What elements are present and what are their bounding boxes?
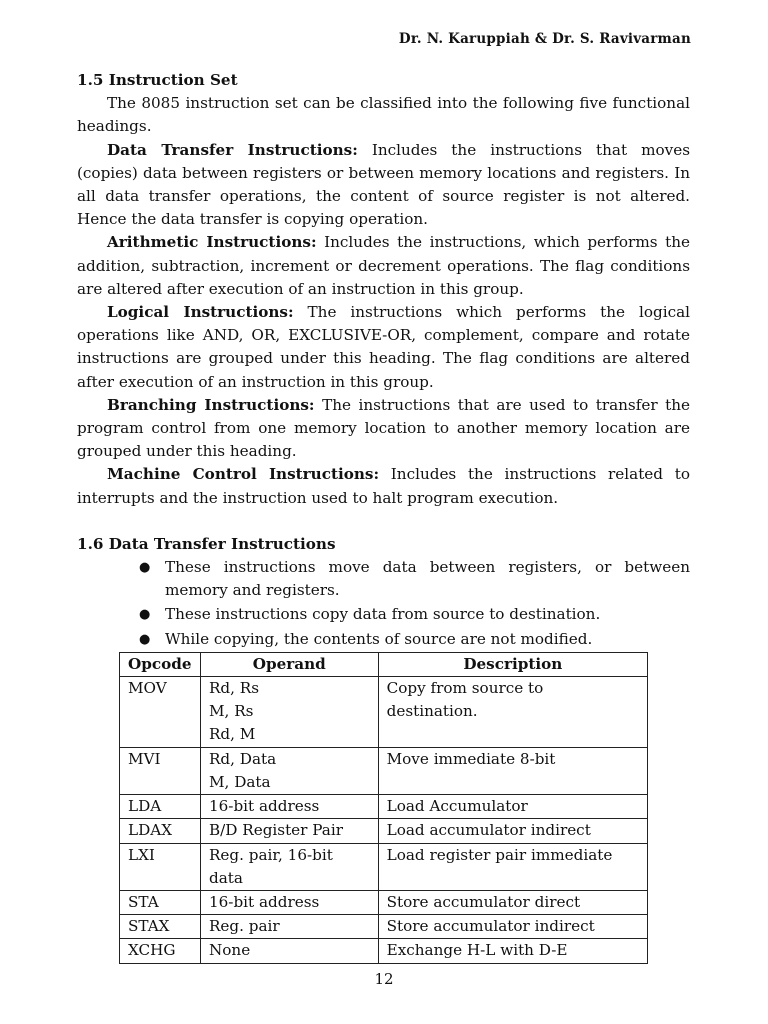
bullet-text: These instructions move data between registers, or between memory and registers.	[165, 558, 690, 600]
cell-operand: B/D Register Pair	[200, 819, 378, 843]
cell-operand	[200, 677, 378, 748]
table-row	[120, 939, 648, 963]
cell-opcode: STA	[120, 890, 201, 914]
term-branching: Branching Instructions:	[107, 395, 315, 414]
cell-operand	[200, 747, 378, 794]
bullet-list	[77, 556, 690, 651]
text-machine-control: Includes the instructions related to interrupts and the instruction used to halt program execution.	[77, 465, 690, 507]
table-row	[120, 747, 648, 794]
operand-line: M, Rs	[208, 702, 254, 721]
cell-description: Load accumulator indirect	[378, 819, 647, 843]
bullet-text: These instructions copy data from source to destination.	[165, 605, 601, 624]
page-header-authors: Dr. N. Karuppiah & Dr. S. Ravivarman	[398, 31, 691, 47]
page-number: 12	[374, 970, 394, 988]
cell-opcode: STAX	[120, 915, 201, 939]
cell-operand: Reg. pair	[200, 915, 378, 939]
paragraph-branching	[77, 394, 690, 464]
bullet-icon: ●	[139, 607, 151, 623]
cell-description: Store accumulator indirect	[378, 915, 647, 939]
cell-opcode: LXI	[120, 843, 201, 890]
intro-paragraph: The 8085 instruction set can be classified into the following five functional headings.	[77, 94, 690, 136]
table-row	[120, 843, 648, 890]
cell-description: Load Accumulator	[378, 795, 647, 819]
cell-opcode: MOV	[120, 677, 201, 748]
bullet-icon: ●	[139, 631, 151, 647]
cell-description: Store accumulator direct	[378, 890, 647, 914]
paragraph-data-transfer	[77, 139, 690, 232]
term-machine-control: Machine Control Instructions:	[107, 465, 380, 484]
section-heading-data-transfer: 1.6 Data Transfer Instructions	[77, 534, 336, 553]
term-logical: Logical Instructions:	[107, 303, 294, 322]
operand-line: Rd, Rs	[208, 679, 260, 698]
cell-opcode: MVI	[120, 747, 201, 794]
column-header-operand: Operand	[200, 652, 378, 676]
cell-description: Exchange H-L with D-E	[378, 939, 647, 963]
cell-operand: Reg. pair, 16-bit data	[200, 843, 378, 890]
cell-description: Move immediate 8-bit	[378, 747, 647, 794]
cell-description: Copy from source to destination.	[378, 677, 647, 748]
table-row	[120, 677, 648, 748]
paragraph-machine-control	[77, 463, 690, 509]
text-data-transfer: Includes the instructions that moves (copies) data between registers or between memory locations and registers. In all data transfer operations, the content of source register is not altered. Hence the data transfer is copying operation.	[77, 140, 691, 229]
table-row	[120, 915, 648, 939]
cell-opcode: LDA	[120, 795, 201, 819]
cell-operand: 16-bit address	[200, 795, 378, 819]
bullet-icon: ●	[139, 560, 151, 576]
operand-line: M, Data	[208, 772, 271, 791]
term-data-transfer: Data Transfer Instructions:	[107, 140, 358, 159]
operand-line: Rd, Data	[208, 749, 277, 768]
list-item	[139, 628, 690, 651]
term-arithmetic: Arithmetic Instructions:	[107, 233, 317, 252]
column-header-opcode: Opcode	[120, 652, 201, 676]
text-logical: The instructions which performs the logical operations like AND, OR, EXCLUSIVE-OR, complement, compare and rotate instructions are grouped under this heading. The flag conditions are altered after execution of an instruction in this group.	[77, 303, 690, 391]
paragraph-logical	[77, 301, 690, 394]
page-content	[77, 69, 690, 964]
bullet-text: While copying, the contents of source are not modified.	[165, 629, 593, 648]
paragraph-arithmetic	[77, 231, 690, 301]
cell-description: Load register pair immediate	[378, 843, 647, 890]
table-header-row	[120, 652, 648, 676]
cell-opcode: LDAX	[120, 819, 201, 843]
cell-operand: None	[200, 939, 378, 963]
section-heading-instruction-set: 1.5 Instruction Set	[77, 71, 238, 89]
table-row	[120, 890, 648, 914]
operand-line: Rd, M	[208, 725, 256, 744]
table-row	[120, 819, 648, 843]
cell-opcode: XCHG	[120, 939, 201, 963]
text-arithmetic: Includes the instructions, which performs the addition, subtraction, increment or decrement operations. The flag conditions are altered after execution of an instruction in this group.	[77, 233, 690, 298]
cell-operand: 16-bit address	[200, 890, 378, 914]
text-branching: The instructions that are used to transfer the program control from one memory location to another memory location are grouped under this heading.	[77, 395, 690, 461]
table-row	[120, 795, 648, 819]
list-item	[139, 556, 690, 602]
data-transfer-table	[119, 652, 648, 964]
list-item	[139, 603, 690, 626]
column-header-description: Description	[378, 652, 647, 676]
